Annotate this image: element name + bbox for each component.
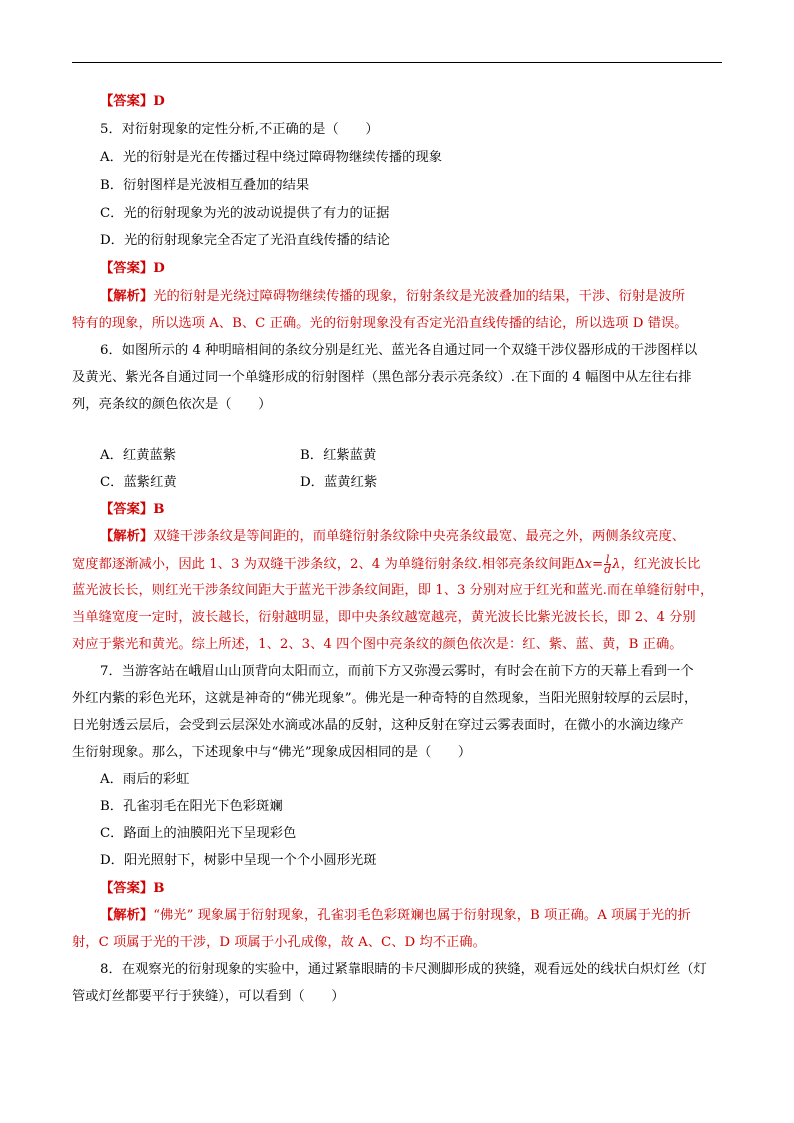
q6-option-c: C．蓝紫红黄 xyxy=(100,475,177,490)
q7-stem-line-2: 外红内紫的彩色光环，这就是神奇的“佛光现象”。佛光是一种奇特的自然现象，当阳光照射较厚的云层时， xyxy=(72,691,698,706)
q8-stem-line-2: 管或灯丝都要平行于狭缝），可以看到（ ） xyxy=(72,989,345,1004)
q6-analysis-line-5: 对应于紫光和黄光。综上所述，1、2、3、4 四个图中亮条纹的颜色依次是：红、紫、蓝、黄，B 正确。 xyxy=(72,637,683,652)
q5-option-d: D．光的衍射现象完全否定了光沿直线传播的结论 xyxy=(100,233,390,248)
q7-option-c: C．路面上的油膜阳光下呈现彩色 xyxy=(100,826,297,841)
q5-analysis-line-1: 【解析】光的衍射是光绕过障碍物继续传播的现象，衍射条纹是光波叠加的结果，干涉、衍射是波所 xyxy=(100,289,686,304)
q7-option-b: B．孔雀羽毛在阳光下色彩斑斓 xyxy=(100,799,283,814)
q6-analysis-line-4: 当单缝宽度一定时，波长越长，衍射越明显，即中央条纹越宽越亮，黄光波长比紫光波长长，即 2、4 分别 xyxy=(72,610,696,625)
q6-analysis-line-2: 宽度都逐渐减小，因此 1、3 为双缝干涉条纹，2、4 为单缝衍射条纹.相邻亮条纹间距Δx= $\frac{l}{d}$ λ，红光波长比 xyxy=(72,553,701,576)
q5-option-c: C．光的衍射现象为光的波动说提供了有力的证据 xyxy=(100,206,390,221)
q8-stem-line-1: 8．在观察光的衍射现象的实验中，通过紧靠眼睛的卡尺测脚形成的狭缝，观看远处的线状白炽灯丝（灯 xyxy=(100,962,707,977)
header-rule xyxy=(72,62,722,63)
q6-answer: 【答案】B xyxy=(100,502,165,517)
q7-answer: 【答案】B xyxy=(100,881,165,896)
q5-option-b: B．衍射图样是光波相互叠加的结果 xyxy=(100,178,310,193)
q6-option-b: B．红紫蓝黄 xyxy=(300,448,377,463)
q4-answer: 【答案】D xyxy=(100,94,165,109)
q6-option-a: A．红黄蓝紫 xyxy=(100,448,177,463)
q6-analysis-line-3: 蓝光波长长，则红光干涉条纹间距大于蓝光干涉条纹间距，即 1、3 分别对应于红光和蓝光.而在单缝衍射中， xyxy=(72,583,714,598)
q5-option-a: A．光的衍射是光在传播过程中绕过障碍物继续传播的现象 xyxy=(100,150,443,165)
q5-answer: 【答案】D xyxy=(100,261,165,276)
q6-option-d: D．蓝黄红紫 xyxy=(300,475,378,490)
q6-stem-line-2: 及黄光、紫光各自通过同一个单缝形成的衍射图样（黑色部分表示亮条纹）.在下面的 4 幅图中从左往右排 xyxy=(72,370,692,385)
q6-analysis-line-1: 【解析】双缝干涉条纹是等间距的，而单缝衍射条纹除中央亮条纹最宽、最亮之外，两侧条纹亮度、 xyxy=(100,529,686,544)
q7-analysis-line-1: 【解析】“佛光” 现象属于衍射现象，孔雀羽毛色彩斑斓也属于衍射现象，B 项正确。A 项属于光的折 xyxy=(100,908,691,923)
q5-stem: 5．对衍射现象的定性分析,不正确的是（ ） xyxy=(100,122,379,137)
spacing-formula-fraction: $\frac{l}{d}$ xyxy=(604,553,612,576)
q5-analysis-line-2: 特有的现象，所以选项 A、B、C 正确。光的衍射现象没有否定光沿直线传播的结论，所以选项 D 错误。 xyxy=(72,316,688,331)
q7-stem-line-3: 日光射透云层后，会受到云层深处水滴或冰晶的反射，这种反射在穿过云雾表面时，在微小的水滴边缘产 xyxy=(72,718,684,733)
q7-option-a: A．雨后的彩虹 xyxy=(100,772,190,787)
q7-stem-line-4: 生衍射现象。那么，下述现象中与“佛光”现象成因相同的是（ ） xyxy=(72,745,472,760)
q7-stem-line-1: 7．当游客站在峨眉山山顶背向太阳而立，而前下方又弥漫云雾时，有时会在前下方的天幕上看到一个 xyxy=(100,664,694,679)
q6-stem-line-1: 6．如图所示的 4 种明暗相间的条纹分别是红光、蓝光各自通过同一个双缝干涉仪器形成的干涉图样以 xyxy=(100,343,698,358)
q7-option-d: D．阳光照射下，树影中呈现一个个小圆形光斑 xyxy=(100,853,377,868)
q6-stem-line-3: 列，亮条纹的颜色依次是（ ） xyxy=(72,397,272,412)
q7-analysis-line-2: 射，C 项属于光的干涉，D 项属于小孔成像，故 A、C、D 均不正确。 xyxy=(72,935,486,950)
